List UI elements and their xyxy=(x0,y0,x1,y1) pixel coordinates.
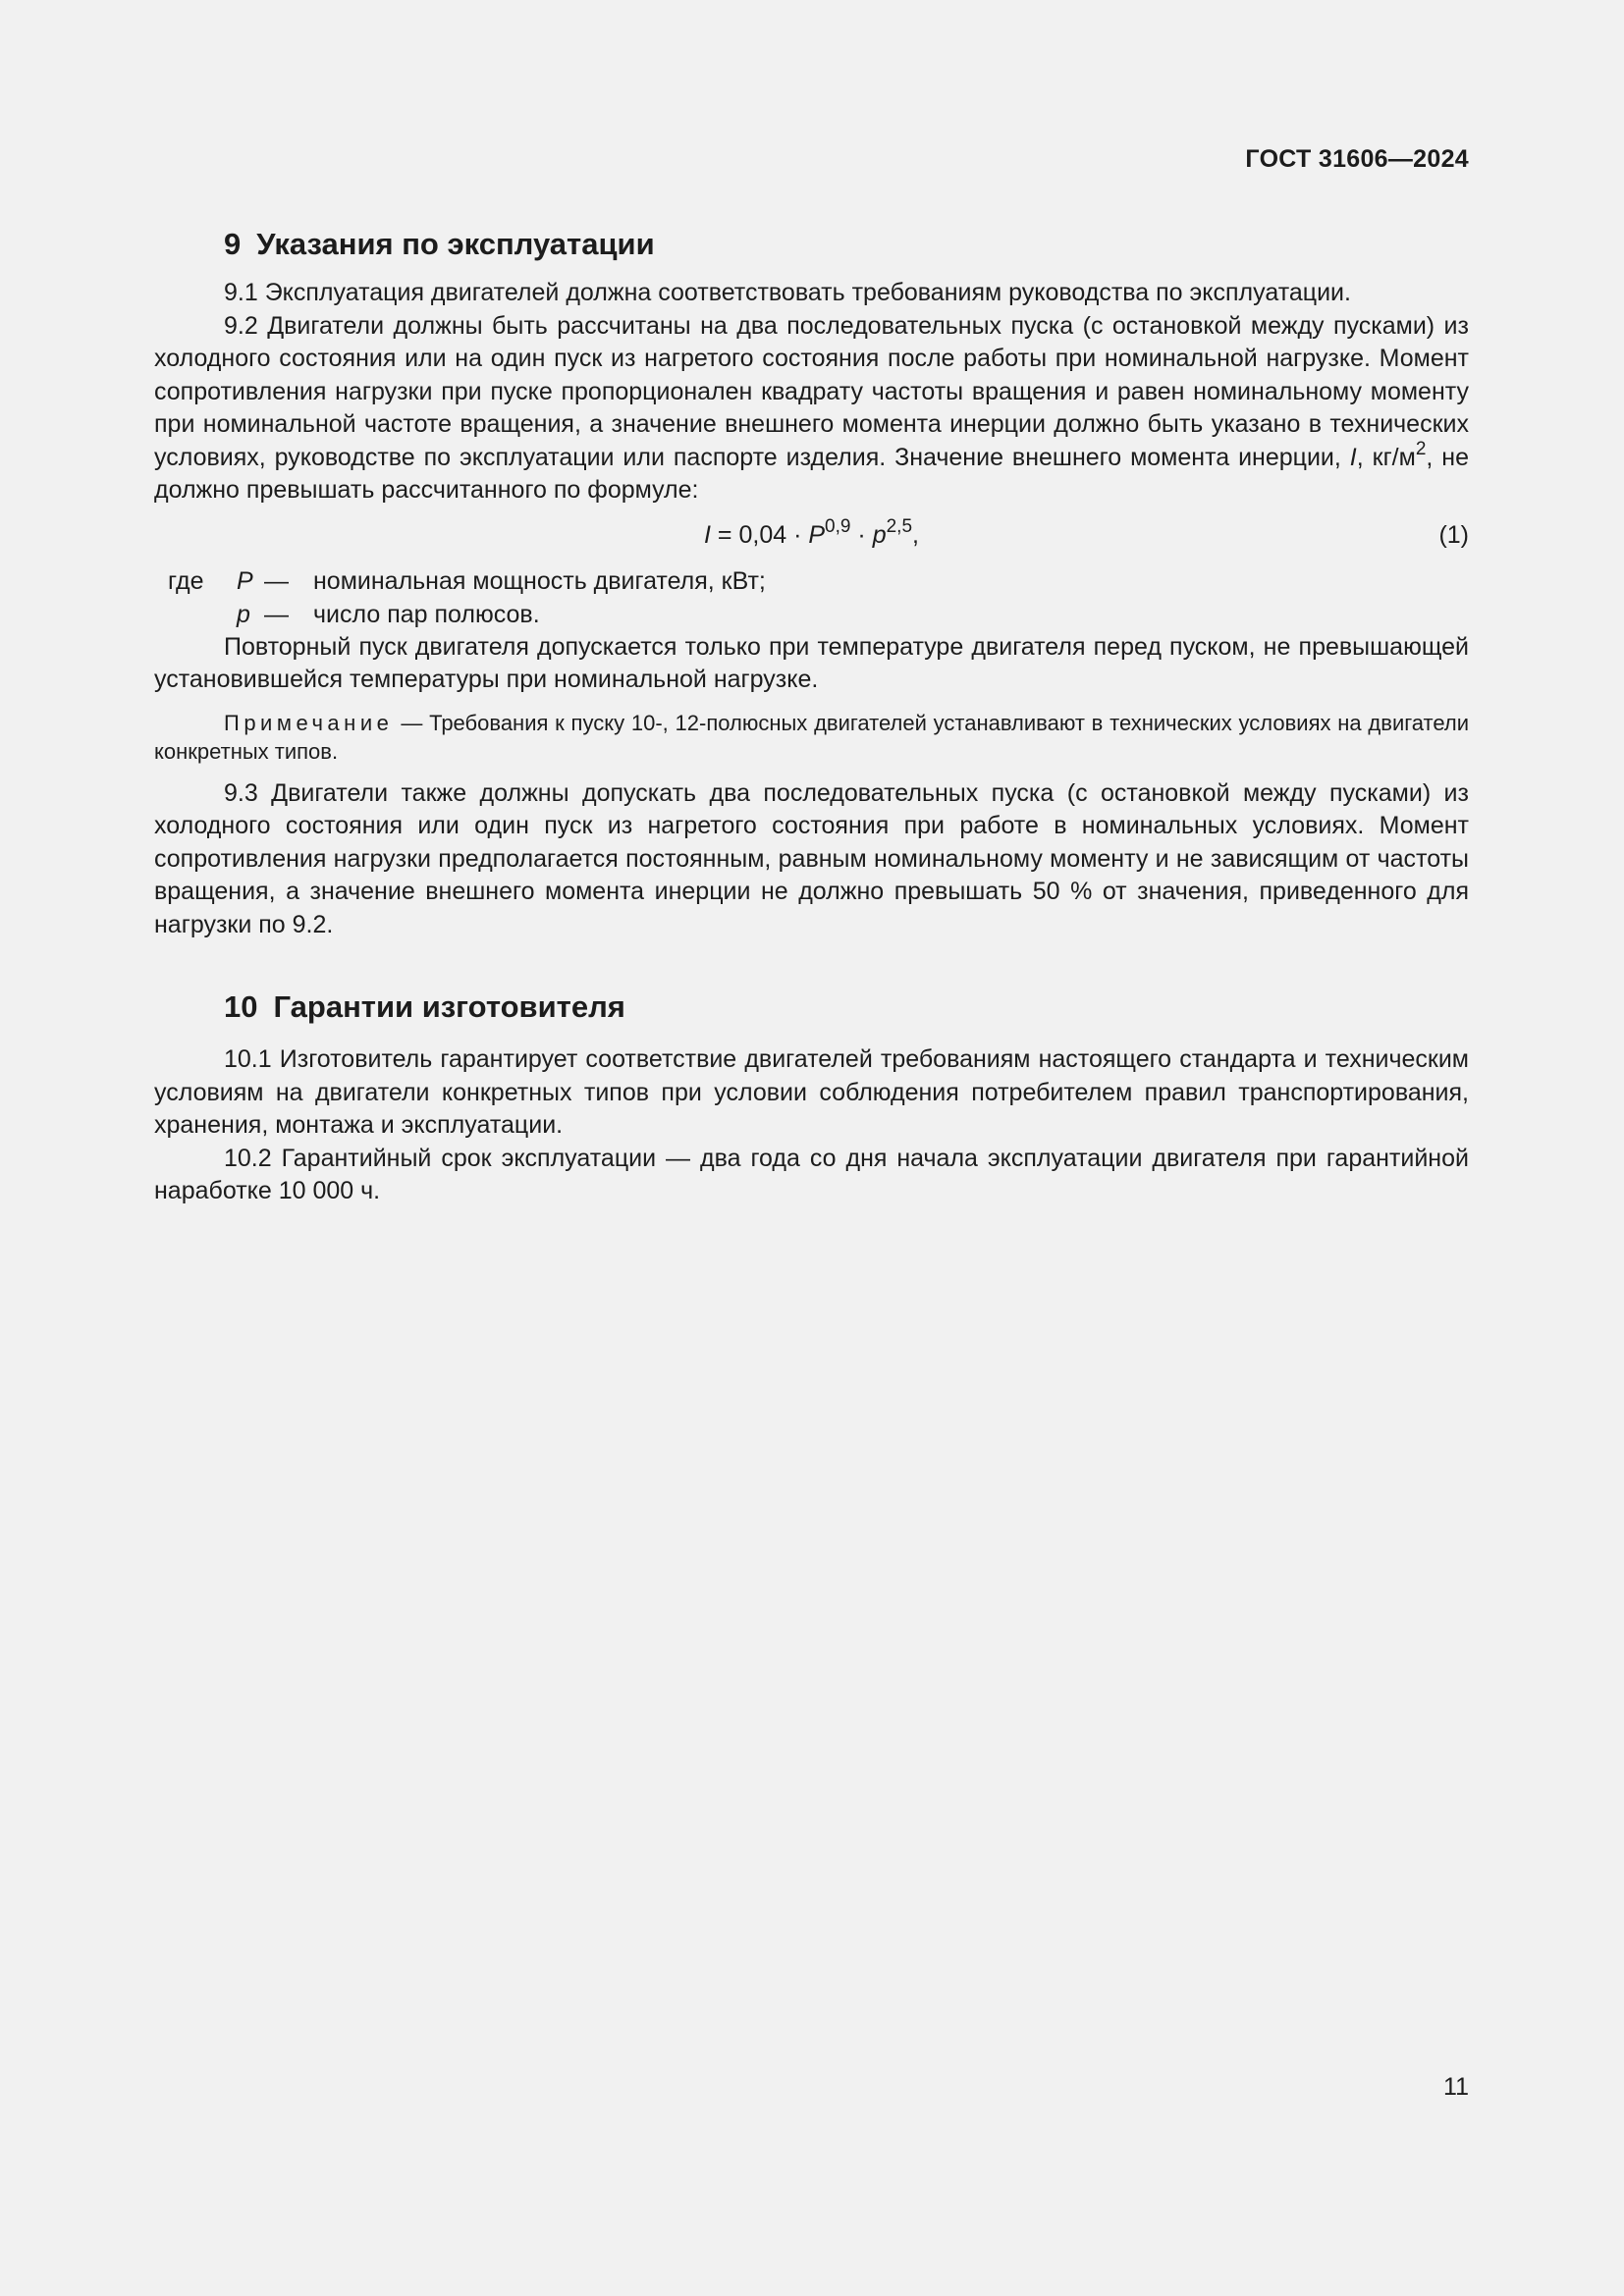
page-number: 11 xyxy=(1443,2073,1469,2101)
document-code: ГОСТ 31606—2024 xyxy=(1245,145,1469,173)
section-10-heading xyxy=(154,981,1469,1034)
paragraph-9-1: 9.1 Эксплуатация двигателей должна соответствовать требованиям руководства по эксплуатации. xyxy=(224,279,1351,306)
legend-symbol: P xyxy=(237,566,253,595)
paragraph-9-2: 9.2 Двигатели должны быть рассчитаны на два последовательных пуска (с остановкой между пусками) из холодного состояния или на один пуск из нагретого состояния после работы при номинальной нагрузке. Момент сопротивления нагрузки при пуске пропорционален квадрату частоты вращения и равен номинальному моменту при номинальной частоте вращения, а значение внешнего момента инерции должно быть указано в технических условиях, руководстве по эксплуатации или паспорте изделия. Значение внешнего момента инерции, I, $кг/м^2$, не должно превышать рассчитанного по формуле: xyxy=(154,311,1469,504)
paragraph-10-2: 10.2 Гарантийный срок эксплуатации — два года со дня начала эксплуатации двигателя при гарантийной наработке 10 000 ч. xyxy=(154,1144,1469,1204)
legend-row xyxy=(154,598,1469,631)
note-text: — Требования к пуску 10-, 12-полюсных двигателей устанавливают в технических условиях на двигатели конкретных типов. xyxy=(154,710,1469,764)
legend-row xyxy=(154,564,1469,598)
section-9-heading xyxy=(154,218,1469,271)
formula-expression: $I = 0,04 \cdot P^{0,9} \cdot p^{2,5}$, xyxy=(704,515,919,549)
legend-dash: — xyxy=(264,566,289,595)
section-number: 10 xyxy=(224,989,258,1024)
section-title: Гарантии изготовителя xyxy=(273,989,625,1024)
section-title: Указания по эксплуатации xyxy=(256,227,655,261)
legend-dash: — xyxy=(264,600,289,628)
variable-legend xyxy=(154,564,1469,631)
formula-number: (1) xyxy=(1438,520,1469,549)
formula-1 xyxy=(154,511,1469,557)
legend-symbol: p xyxy=(237,600,250,628)
note-title: Примечание xyxy=(224,710,394,735)
note xyxy=(154,709,1469,766)
section-number: 9 xyxy=(224,227,242,261)
legend-text: номинальная мощность двигателя, кВт; xyxy=(313,566,766,595)
paragraph-10-1: 10.1 Изготовитель гарантирует соответствие двигателей требованиям настоящего стандарта и техническим условиям на двигатели конкретных типов при условии соблюдения потребителем правил транспортирования, хранения, монтажа и эксплуатации. xyxy=(154,1045,1469,1139)
page-content xyxy=(154,218,1469,1208)
paragraph-restart: Повторный пуск двигателя допускается только при температуре двигателя перед пуском, не превышающей установившейся температуры при номинальной нагрузке. xyxy=(154,632,1469,693)
paragraph-9-3: 9.3 Двигатели также должны допускать два последовательных пуска (с остановкой между пусками) из холодного состояния или один пуск из нагретого состояния при работе в номинальных условиях. Момент сопротивления нагрузки предполагается постоянным, равным номинальному моменту и не зависящим от частоты вращения, а значение внешнего момента инерции не должно превышать 50 % от значения, приведенного для нагрузки по 9.2. xyxy=(154,778,1469,938)
legend-text: число пар полюсов. xyxy=(313,600,540,628)
legend-label: где xyxy=(168,566,204,595)
